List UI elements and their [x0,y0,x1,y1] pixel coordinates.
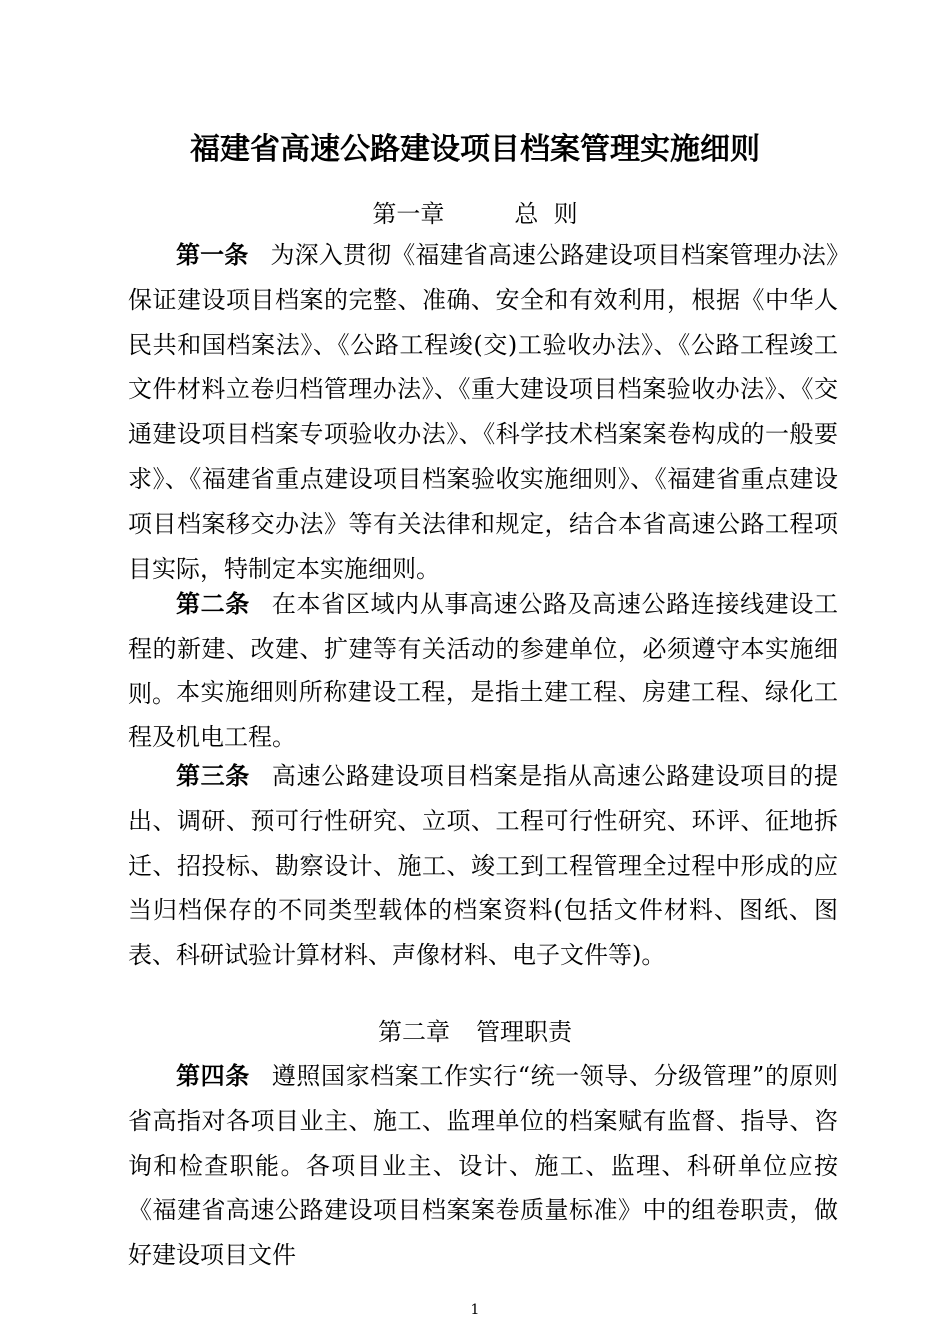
article-4-text: 遵照国家档案工作实行“统一领导、分级管理”的原则省高指对各项目业主、施工、监理单位的档案赋有监督、指导、咨询和检查职能。各项目业主、设计、施工、监理、科研单位应按《福建省高速公路建设项目档案案卷质量标准》中的组卷职责，做好建设项目文件 [128,1062,839,1270]
chapter-2-name: 管理职责 [476,1018,572,1046]
article-3-label: 第三条 [176,762,250,790]
article-2-extra: 本实施细则所称建设工程，是指土建工程、房建工程、绿化工程及机电工程。 [128,678,838,751]
article-1 [128,233,838,591]
article-3 [128,754,838,978]
document-title: 福建省高速公路建设项目档案管理实施细则 [190,132,760,167]
article-4-label: 第四条 [176,1062,250,1090]
article-3-text: 高速公路建设项目档案是指从高速公路建设项目的提出、调研、预可行性研究、立项、工程可行性研究、环评、征地拆迁、招投标、勘察设计、施工、竣工到工程管理全过程中形成的应当归档保存的不同类型载体的档案资料(包括文件材料、图纸、图表、科研试验计算材料、声像材料、电子文件等)。 [128,762,839,970]
article-1-text: 为深入贯彻《福建省高速公路建设项目档案管理办法》保证建设项目档案的完整、准确、安全和有效利用，根据《中华人民共和国档案法》、《公路工程竣(交)工验收办法》、《公路工程竣工文件材料立卷归档管理办法》、《重大建设项目档案验收办法》、《交通建设项目档案专项验收办法》、《科学技术档案案卷构成的一般要求》、《福建省重点建设项目档案验收实施细则》、《福建省重点建设项目档案移交办法》等有关法律和规定，结合本省高速公路工程项目实际，特制定本实施细则。 [128,241,839,583]
article-2-label: 第二条 [176,590,250,618]
chapter-1-heading [0,196,950,232]
article-4 [128,1054,838,1278]
chapter-2-number: 第二章 [378,1018,450,1046]
chapter-1-name: 总 则 [514,200,578,228]
article-2-text: 在本省区域内从事高速公路及高速公路连接线建设工程的新建、改建、扩建等有关活动的参建单位，必须遵守本实施细则。 [128,590,839,708]
chapter-1-number: 第一章 [372,200,445,228]
page-number: 1 [470,1302,480,1318]
article-1-label: 第一条 [176,241,249,269]
chapter-2-heading [0,1014,950,1050]
